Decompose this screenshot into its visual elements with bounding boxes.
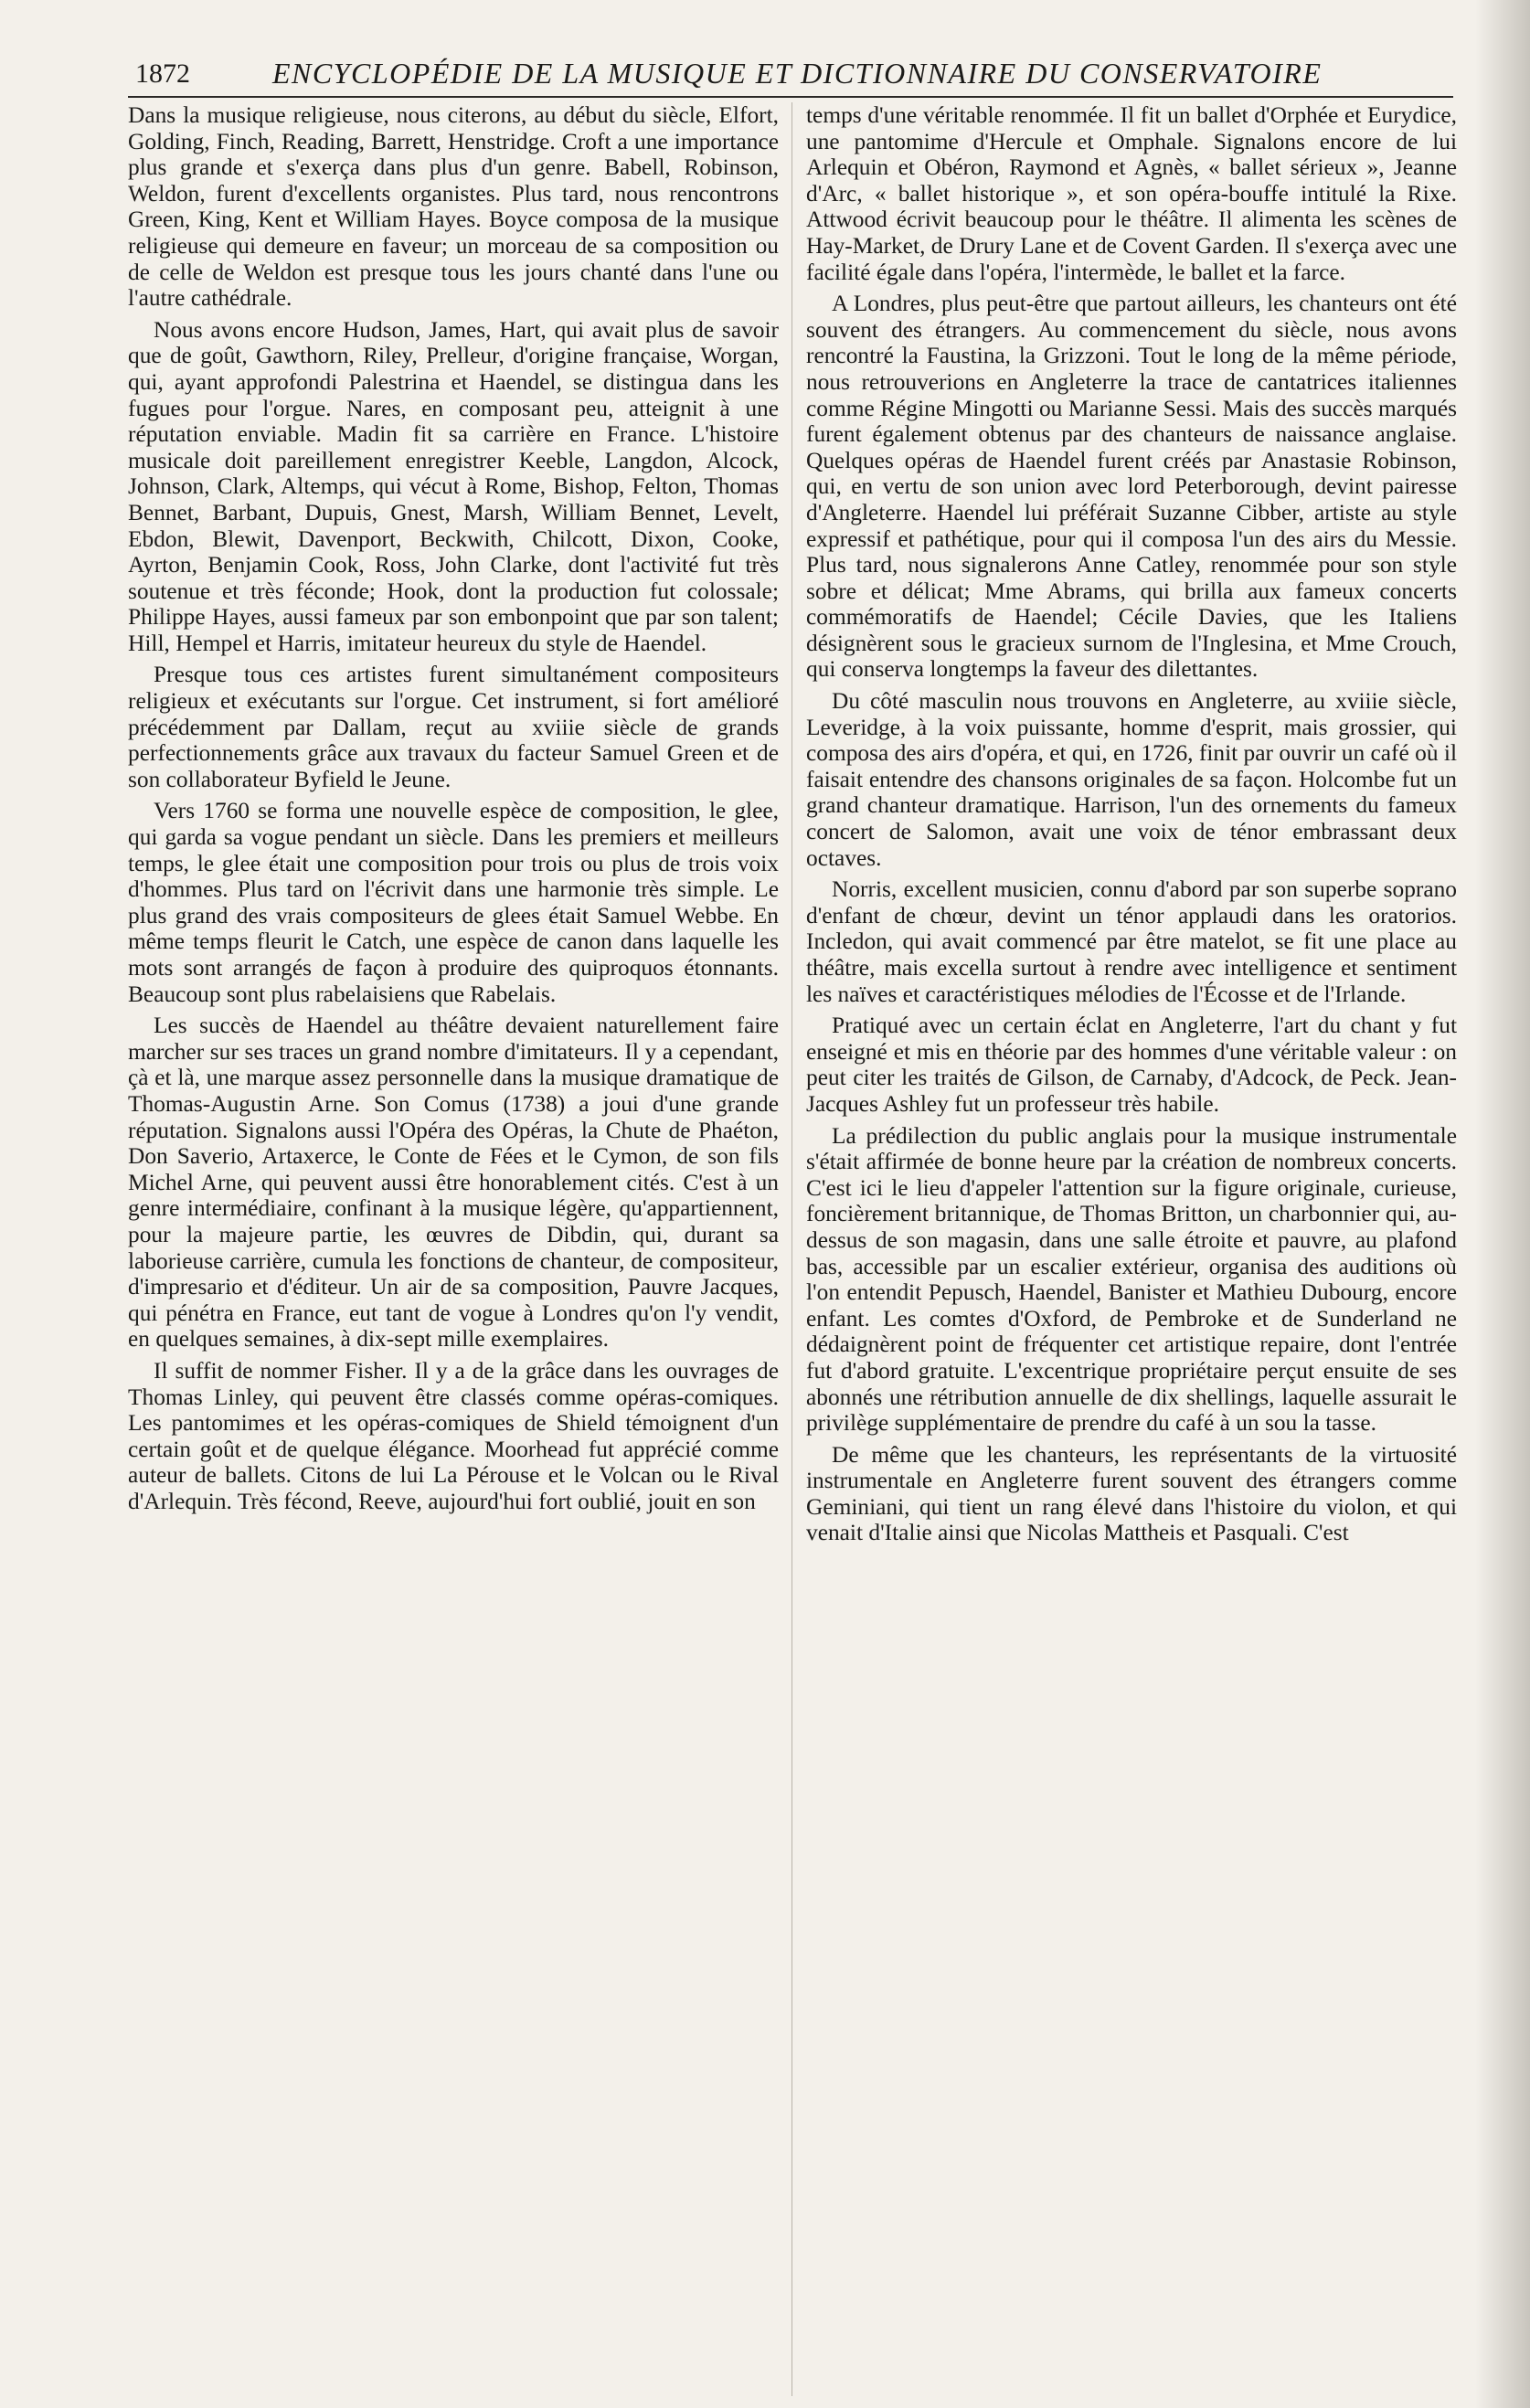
paragraph: Presque tous ces artistes furent simultanément compositeurs religieux et exécutants sur l'orgue. Cet instrument, si fort amélioré précédemment par Dallam, reçut au xviiie siècle de grands perfectionnements grâce aux travaux du facteur Samuel Green et de son collaborateur Byfield le Jeune. — [128, 662, 779, 792]
right-column — [806, 102, 1457, 1552]
header-rule — [128, 96, 1453, 98]
paragraph: Il suffit de nommer Fisher. Il y a de la grâce dans les ouvrages de Thomas Linley, qui peuvent être classés comme opéras-comiques. Les pantomimes et les opéras-comiques de Shield témoignent d'un certain goût et de quelque élégance. Moorhead fut apprécié comme auteur de ballets. Citons de lui La Pérouse et le Volcan ou le Rival d'Arlequin. Très fécond, Reeve, aujourd'hui fort oublié, jouit en son — [128, 1357, 779, 1514]
left-column — [128, 102, 779, 1520]
paragraph: Nous avons encore Hudson, James, Hart, qui avait plus de savoir que de goût, Gawthorn, Riley, Prelleur, d'origine française, Worgan, qui, ayant approfondi Palestrina et Haendel, se distingua dans les fugues pour l'orgue. Nares, en composant peu, atteignit à une réputation enviable. Madin fit sa carrière en France. L'histoire musicale doit pareillement enregistrer Keeble, Langdon, Alcock, Johnson, Clark, Altemps, qui vécut à Rome, Bishop, Felton, Thomas Bennet, Barbant, Dupuis, Gnest, Marsh, William Bennet, Levelt, Ebdon, Blewit, Davenport, Beckwith, Chilcott, Dixon, Cooke, Ayrton, Benjamin Cook, Ross, John Clarke, dont l'activité fut très soutenue et très féconde; Hook, dont la production fut colossale; Philippe Hayes, aussi fameux par son embonpoint que par son talent; Hill, Hempel et Harris, imitateur heureux du style de Haendel. — [128, 316, 779, 656]
page-number: 1872 — [135, 58, 190, 89]
paragraph: De même que les chanteurs, les représentants de la virtuosité instrumentale en Angleterre furent souvent des étrangers comme Geminiani, qui tient un rang élevé dans l'histoire du violon, et qui venait d'Italie ainsi que Nicolas Mattheis et Pasquali. C'est — [806, 1441, 1457, 1546]
page-edge-shadow — [1475, 0, 1530, 2408]
running-title: ENCYCLOPÉDIE DE LA MUSIQUE ET DICTIONNAIRE DU CONSERVATOIRE — [272, 57, 1323, 90]
paragraph: A Londres, plus peut-être que partout ailleurs, les chanteurs ont été souvent des étrangers. Au commencement du siècle, nous avons rencontré la Faustina, la Grizzoni. Tout le long de la même période, nous retrouverions en Angleterre la trace de cantatrices italiennes comme Régine Mingotti ou Marianne Sessi. Mais des succès marqués furent également obtenus par des chanteurs de naissance anglaise. Quelques opéras de Haendel furent créés par Anastasie Robinson, qui, en vertu de son union avec lord Peterborough, devint pairesse d'Angleterre. Haendel lui préférait Suzanne Cibber, artiste au style expressif et pathétique, pour qui il composa l'un des airs du Messie. Plus tard, nous signalerons Anne Catley, renommée pour son style sobre et délicat; Mme Abrams, qui brilla aux fameux concerts commémoratifs de Haendel; Cécile Davies, que les Italiens désignèrent sous le gracieux surnom de l'Inglesina, et Mme Crouch, qui conserva longtemps la faveur des dilettantes. — [806, 291, 1457, 683]
paragraph: Norris, excellent musicien, connu d'abord par son superbe soprano d'enfant de chœur, devint un ténor applaudi dans les oratorios. Incledon, qui avait commencé par être matelot, se fit une place au théâtre, mais excella surtout à rendre avec intelligence et sentiment les naïves et caractéristiques mélodies de l'Écosse et de l'Irlande. — [806, 876, 1457, 1007]
paragraph: Vers 1760 se forma une nouvelle espèce de composition, le glee, qui garda sa vogue pendant un siècle. Dans les premiers et meilleurs temps, le glee était une composition pour trois ou plus de trois voix d'hommes. Plus tard on l'écrivit dans une harmonie très simple. Le plus grand des vrais compositeurs de glees était Samuel Webbe. En même temps fleurit le Catch, une espèce de canon dans laquelle les mots sont arrangés de façon à produire des quiproquos étonnants. Beaucoup sont plus rabelaisiens que Rabelais. — [128, 798, 779, 1007]
paragraph: temps d'une véritable renommée. Il fit un ballet d'Orphée et Eurydice, une pantomime d'Hercule et Omphale. Signalons encore de lui Arlequin et Obéron, Raymond et Agnès, « ballet sérieux », Jeanne d'Arc, « ballet historique », et son opéra-bouffe intitulé la Rixe. Attwood écrivit beaucoup pour le théâtre. Il alimenta les scènes de Hay-Market, de Drury Lane et de Covent Garden. Il s'exerça avec une facilité égale dans l'opéra, l'intermède, le ballet et la farce. — [806, 102, 1457, 285]
paragraph: Pratiqué avec un certain éclat en Angleterre, l'art du chant y fut enseigné et mis en théorie par des hommes d'une véritable valeur : on peut citer les traités de Gilson, de Carnaby, d'Adcock, de Peck. Jean-Jacques Ashley fut un professeur très habile. — [806, 1013, 1457, 1117]
paragraph: Dans la musique religieuse, nous citerons, au début du siècle, Elfort, Golding, Finch, Reading, Barrett, Henstridge. Croft a une importance plus grande et s'exerça dans plus d'un genre. Babell, Robinson, Weldon, furent d'excellents organistes. Plus tard, nous rencontrons Green, King, Kent et William Hayes. Boyce composa de la musique religieuse qui demeure en faveur; un morceau de sa composition ou de celle de Weldon est presque tous les jours chanté dans l'une ou l'autre cathédrale. — [128, 102, 779, 312]
paragraph: Du côté masculin nous trouvons en Angleterre, au xviiie siècle, Leveridge, à la voix puissante, homme d'esprit, mais grossier, qui composa des airs d'opéra, et qui, en 1726, finit par ouvrir un café où il faisait entendre des chansons originales de sa façon. Holcombe fut un grand chanteur dramatique. Harrison, l'un des ornements du fameux concert de Salomon, avait une voix de ténor embrassant deux octaves. — [806, 688, 1457, 871]
paragraph: La prédilection du public anglais pour la musique instrumentale s'était affirmée de bonne heure par la création de nombreux concerts. C'est ici le lieu d'appeler l'attention sur la figure originale, curieuse, foncièrement britannique, de Thomas Britton, un charbonnier qui, au-dessus de son magasin, dans une salle étroite et pauvre, au plafond bas, accessible par un escalier extérieur, organisa des auditions où l'on entendit Pepusch, Haendel, Banister et Mathieu Dubourg, encore enfant. Les comtes d'Oxford, de Pembroke et de Sunderland ne dédaignèrent point de fréquenter cet artistique repaire, dont l'entrée fut d'abord gratuite. L'excentrique propriétaire perçut ensuite de ses abonnés une rétribution annuelle de dix shellings, laquelle assurait le privilège supplémentaire de prendre du café à un sou la tasse. — [806, 1122, 1457, 1437]
page-header — [135, 51, 1451, 95]
paragraph: Les succès de Haendel au théâtre devaient naturellement faire marcher sur ses traces un grand nombre d'imitateurs. Il y a cependant, çà et là, une marque assez personnelle dans la musique dramatique de Thomas-Augustin Arne. Son Comus (1738) a joui d'une grande réputation. Signalons aussi l'Opéra des Opéras, la Chute de Phaéton, Don Saverio, Artaxerce, le Conte de Fées et le Cymon, de son fils Michel Arne, qui peuvent aussi être honorablement cités. C'est à un genre intermédiaire, confinant à la musique légère, qu'appartiennent, pour la majeure partie, les œuvres de Dibdin, qui, durant sa laborieuse carrière, cumula les fonctions de chanteur, de compositeur, d'impresario et d'éditeur. Un air de sa composition, Pauvre Jacques, qui pénétra en France, eut tant de vogue à Londres qu'on l'y vendit, en quelques semaines, à dix-sept mille exemplaires. — [128, 1013, 779, 1353]
